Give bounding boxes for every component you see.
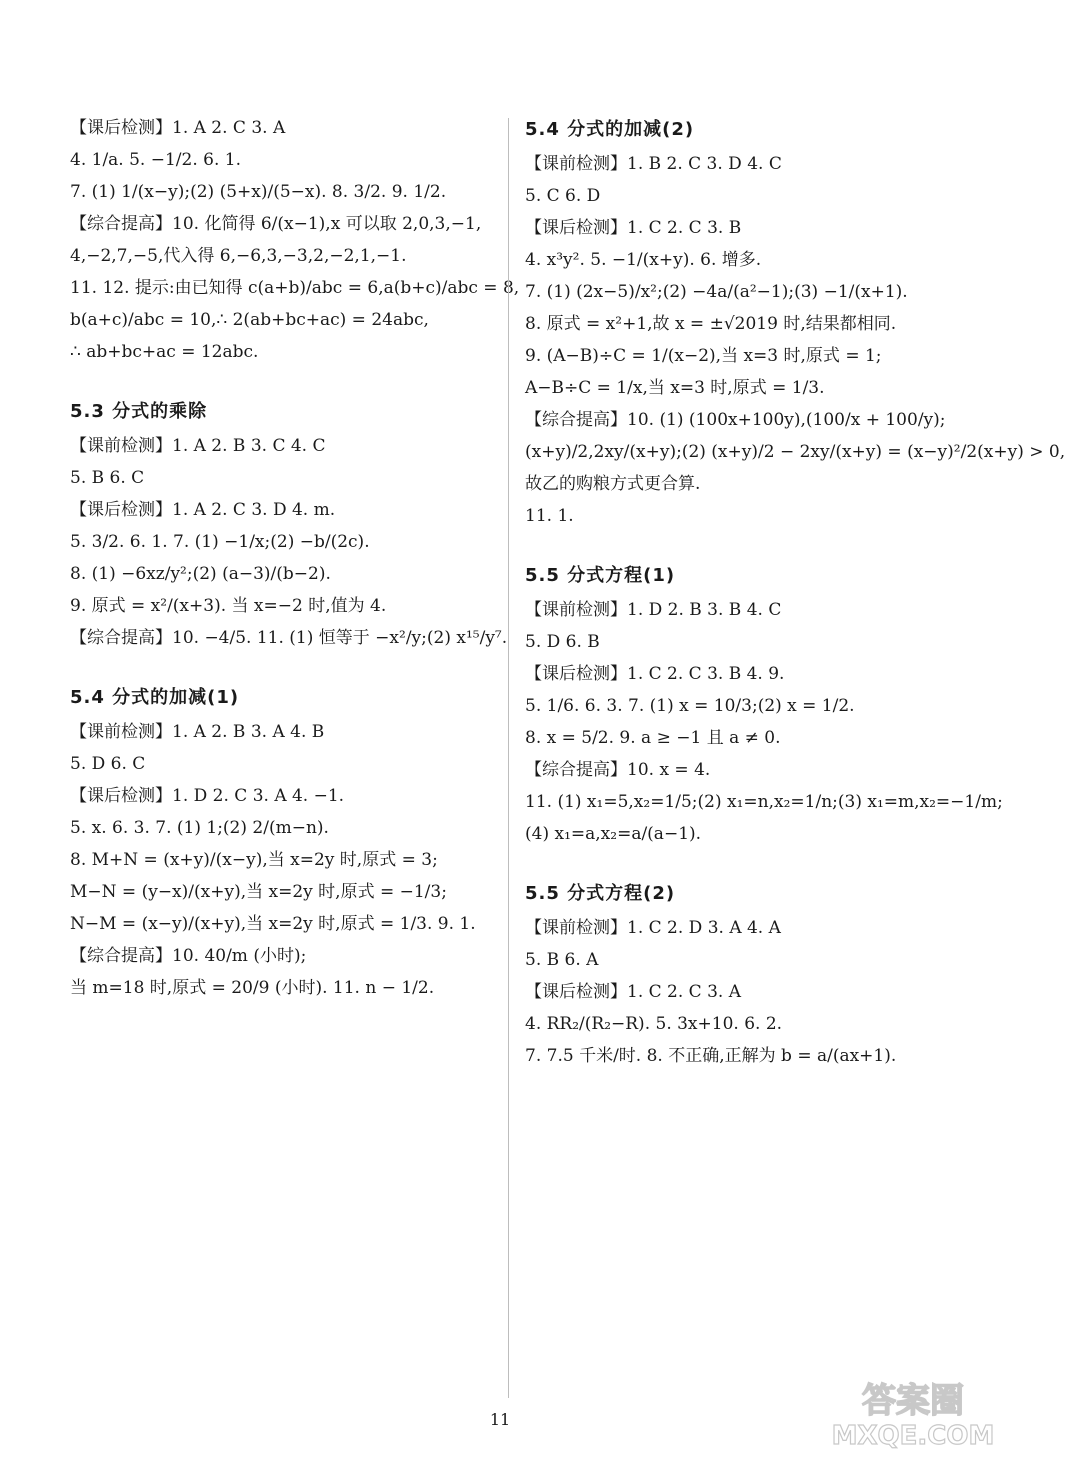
answer-line: 7. 7.5 千米/时. 8. 不正确,正解为 b = a/(ax+1). [525, 1046, 897, 1066]
answer-line: 5. 1/6. 6. 3. 7. (1) x = 10/3;(2) x = 1/2. [525, 696, 855, 716]
answer-line: 【课前检测】1. D 2. B 3. B 4. C [525, 600, 782, 620]
answer-line: 【课后检测】1. A 2. C 3. A [70, 118, 286, 138]
answer-line: 4. RR₂/(R₂−R). 5. 3x+10. 6. 2. [525, 1014, 783, 1034]
answer-line: 【课后检测】1. D 2. C 3. A 4. −1. [70, 786, 345, 806]
answer-line: 11. (1) x₁=5,x₂=1/5;(2) x₁=n,x₂=1/n;(3) x₁=m,x₂=−1/m; [525, 792, 1003, 812]
section-gap [525, 850, 965, 876]
answer-line: 【课后检测】1. C 2. C 3. B [525, 218, 742, 238]
page-number: 11 [489, 1410, 511, 1429]
section-title: 5.5 分式方程(2) [525, 883, 676, 904]
svg-text:MXQE.COM: MXQE.COM [831, 1421, 995, 1451]
answer-line: 11. 1. [525, 506, 574, 526]
answer-line: 【综合提高】10. 化简得 6/(x−1),x 可以取 2,0,3,−1, [70, 214, 482, 234]
answer-line: 故乙的购粮方式更合算. [525, 474, 701, 494]
answer-line: 7. (1) (2x−5)/x²;(2) −4a/(a²−1);(3) −1/(x+1). [525, 282, 908, 302]
answer-line: 8. 原式 = x²+1,故 x = ±√2019 时,结果都相同. [525, 314, 897, 334]
answer-line: 4,−2,7,−5,代入得 6,−6,3,−3,2,−2,1,−1. [70, 246, 407, 266]
answer-line: 【综合提高】10. x = 4. [525, 760, 711, 780]
answer-line: b(a+c)/abc = 10,∴ 2(ab+bc+ac) = 24abc, [70, 310, 429, 330]
section-title: 5.4 分式的加减(2) [525, 119, 695, 140]
answer-line: 8. M+N = (x+y)/(x−y),当 x=2y 时,原式 = 3; [70, 850, 438, 870]
answer-line: 【课后检测】1. C 2. C 3. A [525, 982, 741, 1002]
answer-line: 5. 3/2. 6. 1. 7. (1) −1/x;(2) −b/(2c). [70, 532, 370, 552]
answer-line: M−N = (y−x)/(x+y),当 x=2y 时,原式 = −1/3; [70, 882, 447, 902]
answer-line: N−M = (x−y)/(x+y),当 x=2y 时,原式 = 1/3. 9. 1. [70, 914, 476, 934]
answer-line: 5. B 6. A [525, 950, 599, 970]
answer-line: 【课后检测】1. C 2. C 3. B 4. 9. [525, 664, 785, 684]
answer-line: 5. D 6. B [525, 632, 600, 652]
answer-line: 5. D 6. C [70, 754, 146, 774]
answer-column-right [525, 112, 1065, 1072]
answer-line: ∴ ab+bc+ac = 12abc. [70, 342, 259, 362]
answer-column-left [70, 112, 520, 1004]
section-gap [70, 654, 495, 680]
answer-line: 4. 1/a. 5. −1/2. 6. 1. [70, 150, 241, 170]
watermark-logo [831, 1372, 995, 1452]
answer-line: 8. (1) −6xz/y²;(2) (a−3)/(b−2). [70, 564, 331, 584]
section-title: 5.5 分式方程(1) [525, 565, 676, 586]
answer-line: A−B÷C = 1/x,当 x=3 时,原式 = 1/3. [525, 378, 825, 398]
answer-line: 9. 原式 = x²/(x+3). 当 x=−2 时,值为 4. [70, 596, 387, 616]
answer-line: 【综合提高】10. −4/5. 11. (1) 恒等于 −x²/y;(2) x¹⁵/y⁷. [70, 628, 508, 648]
answer-line: 9. (A−B)÷C = 1/(x−2),当 x=3 时,原式 = 1; [525, 346, 882, 366]
answer-line: 【课前检测】1. A 2. B 3. A 4. B [70, 722, 325, 742]
section-title: 5.4 分式的加减(1) [70, 687, 240, 708]
answer-line: 【课后检测】1. A 2. C 3. D 4. m. [70, 500, 336, 520]
answer-line: 【课前检测】1. C 2. D 3. A 4. A [525, 918, 781, 938]
answer-line: 【综合提高】10. 40/m (小时); [70, 946, 307, 966]
answer-line: (4) x₁=a,x₂=a/(a−1). [525, 824, 702, 844]
answer-line: 5. B 6. C [70, 468, 145, 488]
section-gap [70, 368, 495, 394]
answer-line: 8. x = 5/2. 9. a ≥ −1 且 a ≠ 0. [525, 728, 781, 748]
answer-line: 当 m=18 时,原式 = 20/9 (小时). 11. n − 1/2. [70, 978, 435, 998]
answer-line: 【综合提高】10. (1) (100x+100y),(100/x + 100/y); [525, 410, 946, 430]
svg-text:答案圈: 答案圈 [862, 1381, 964, 1421]
answer-line: 4. x³y². 5. −1/(x+y). 6. 增多. [525, 250, 762, 270]
answer-line: 【课前检测】1. B 2. C 3. D 4. C [525, 154, 782, 174]
section-gap [525, 532, 965, 558]
column-divider [508, 118, 509, 1398]
section-title: 5.3 分式的乘除 [70, 401, 208, 422]
answer-line: 7. (1) 1/(x−y);(2) (5+x)/(5−x). 8. 3/2. 9. 1/2. [70, 182, 447, 202]
answer-line: 11. 12. 提示:由已知得 c(a+b)/abc = 6,a(b+c)/abc = 8, [70, 278, 520, 298]
answer-line: 5. x. 6. 3. 7. (1) 1;(2) 2/(m−n). [70, 818, 329, 838]
answer-line: 5. C 6. D [525, 186, 601, 206]
answer-line: 【课前检测】1. A 2. B 3. C 4. C [70, 436, 326, 456]
answer-line: (x+y)/2,2xy/(x+y);(2) (x+y)/2 − 2xy/(x+y) = (x−y)²/2(x+y) > 0, [525, 442, 1065, 462]
